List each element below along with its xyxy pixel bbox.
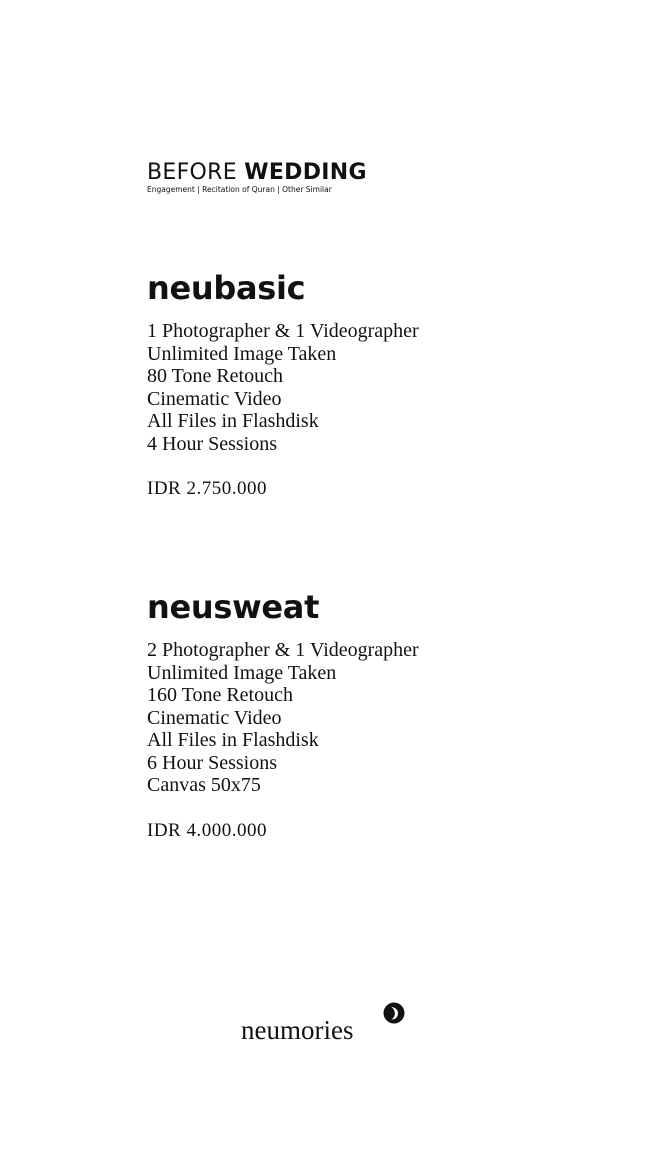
package-price: IDR 2.750.000 bbox=[147, 478, 267, 499]
package-feature-list bbox=[147, 320, 419, 455]
package-feature: 4 Hour Sessions bbox=[147, 432, 278, 455]
package-price: IDR 4.000.000 bbox=[147, 819, 267, 841]
package-feature: Unlimited Image Taken bbox=[147, 661, 337, 684]
package-feature: All Files in Flashdisk bbox=[147, 410, 319, 432]
package-feature: Cinematic Video bbox=[147, 706, 282, 729]
package-feature-list bbox=[147, 639, 419, 797]
page-subtitle: Engagement | Recitation of Quran | Other Similar bbox=[147, 185, 332, 194]
page-header bbox=[147, 160, 367, 194]
page-title-light: BEFORE bbox=[147, 160, 237, 185]
package-neubasic bbox=[147, 266, 419, 500]
package-feature: 160 Tone Retouch bbox=[147, 684, 293, 706]
circle-moon-logo-icon bbox=[383, 1002, 405, 1024]
package-feature: 2 Photographer & 1 Videographer bbox=[147, 639, 419, 661]
package-feature: All Files in Flashdisk bbox=[147, 729, 319, 751]
package-feature: Canvas 50x75 bbox=[147, 774, 261, 796]
package-feature: 1 Photographer & 1 Videographer bbox=[147, 320, 419, 342]
package-feature: Cinematic Video bbox=[147, 387, 282, 410]
package-feature: 80 Tone Retouch bbox=[147, 365, 283, 387]
page-title bbox=[147, 160, 367, 186]
package-feature: Unlimited Image Taken bbox=[147, 342, 337, 365]
package-neusweat bbox=[147, 585, 419, 842]
brand-name: neumories bbox=[241, 1015, 354, 1045]
package-name: neubasic bbox=[147, 269, 306, 307]
package-feature: 6 Hour Sessions bbox=[147, 751, 278, 774]
package-name: neusweat bbox=[147, 588, 320, 626]
page-title-bold: WEDDING bbox=[244, 160, 367, 185]
